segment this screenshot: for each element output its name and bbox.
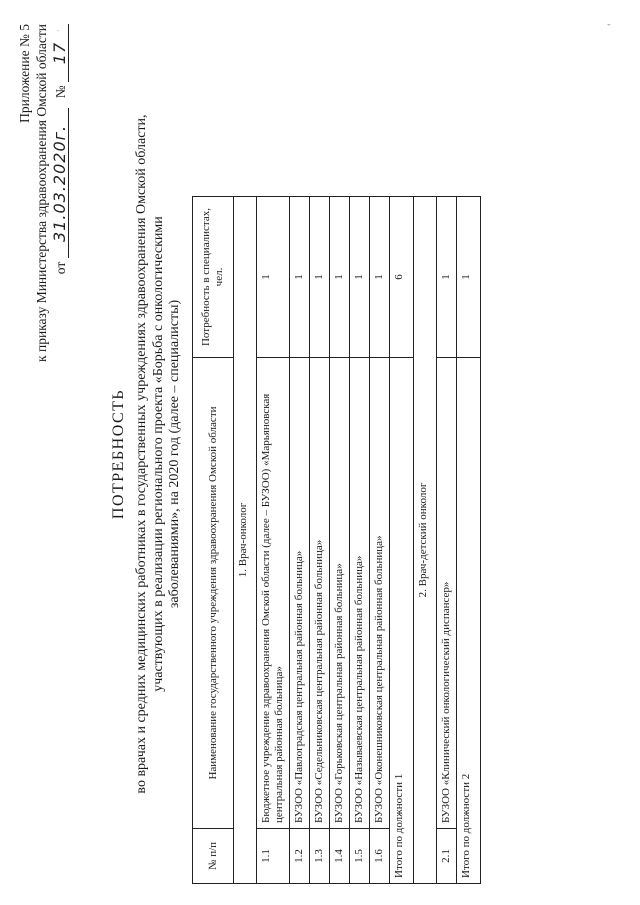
table-row	[437, 197, 457, 884]
subtitle-line-3: заболеваниями», на 2020 год (далее – специалисты)	[167, 299, 182, 609]
section-row	[414, 197, 437, 884]
table-row	[257, 197, 290, 884]
number-prefix: №	[53, 85, 68, 99]
row-name: Бюджетное учреждение здравоохранения Омской области (далее – БУЗОО) «Марьяновская центральная районная больница»	[257, 358, 290, 829]
table-row	[310, 197, 330, 884]
order-line: к приказу Министерства здравоохранения Омской области	[34, 24, 49, 362]
rotated-page	[14, 14, 626, 894]
appendix-number: Приложение № 5	[17, 24, 32, 123]
scan-mark-corner: ‹	[604, 23, 613, 26]
table-row	[290, 197, 310, 884]
row-name: БУЗОО «Седельниковская центральная районная больница»	[310, 358, 330, 829]
col-name-header: Наименование государственного учреждения здравоохранения Омской области	[193, 358, 234, 829]
row-num: 1.6	[370, 829, 390, 884]
subtitle-line-1: во врачах и средних медицинских работниках в государственных учреждениях здравоохранения Омской области,	[134, 114, 149, 794]
row-num: 1.1	[257, 829, 290, 884]
row-name: БУЗОО «Называевская центральная районная больница»	[350, 358, 370, 829]
order-date-line	[51, 24, 69, 362]
row-need: 1	[330, 197, 350, 358]
scan-mark-top: ·	[54, 29, 63, 32]
subtitle-line-2: участвующих в реализации регионального проекта «Борьба с онкологическими	[150, 216, 166, 692]
row-need: 1	[350, 197, 370, 358]
total-label: Итого по должности 1	[390, 358, 414, 884]
total-value: 6	[390, 197, 414, 358]
row-need: 1	[437, 197, 457, 358]
row-need: 1	[290, 197, 310, 358]
appendix-block	[16, 24, 69, 362]
document-heading	[110, 54, 184, 854]
order-date: 31.03.2020г.	[51, 108, 69, 258]
needs-table	[192, 196, 481, 884]
row-num: 1.3	[310, 829, 330, 884]
date-prefix: от	[53, 261, 68, 275]
col-num-header: № п/п	[193, 829, 234, 884]
order-number: 17	[51, 24, 69, 82]
table-row	[370, 197, 390, 884]
row-num: 1.5	[350, 829, 370, 884]
table-header-row	[193, 197, 234, 884]
total-label: Итого по должности 2	[457, 358, 481, 884]
row-name: БУЗОО «Горьковская центральная районная больница»	[330, 358, 350, 829]
section-title: 2. Врач-детский онколог	[414, 197, 437, 884]
row-num: 1.2	[290, 829, 310, 884]
total-row	[457, 197, 481, 884]
table-row	[330, 197, 350, 884]
table-row	[350, 197, 370, 884]
row-need: 1	[310, 197, 330, 358]
row-name: БУЗОО «Павлоградская центральная районная больница»	[290, 358, 310, 829]
row-need: 1	[257, 197, 290, 358]
section-title: 1. Врач-онколог	[234, 197, 257, 884]
document-title: ПОТРЕБНОСТЬ	[110, 388, 127, 520]
row-need: 1	[370, 197, 390, 358]
section-row	[234, 197, 257, 884]
total-value: 1	[457, 197, 481, 358]
row-name: БУЗОО «Клинический онкологический диспансер»	[437, 358, 457, 829]
total-row	[390, 197, 414, 884]
col-need-header: Потребность в специалистах, чел.	[193, 197, 234, 358]
row-name: БУЗОО «Оконешниковская центральная районная больница»	[370, 358, 390, 829]
row-num: 2.1	[437, 829, 457, 884]
row-num: 1.4	[330, 829, 350, 884]
